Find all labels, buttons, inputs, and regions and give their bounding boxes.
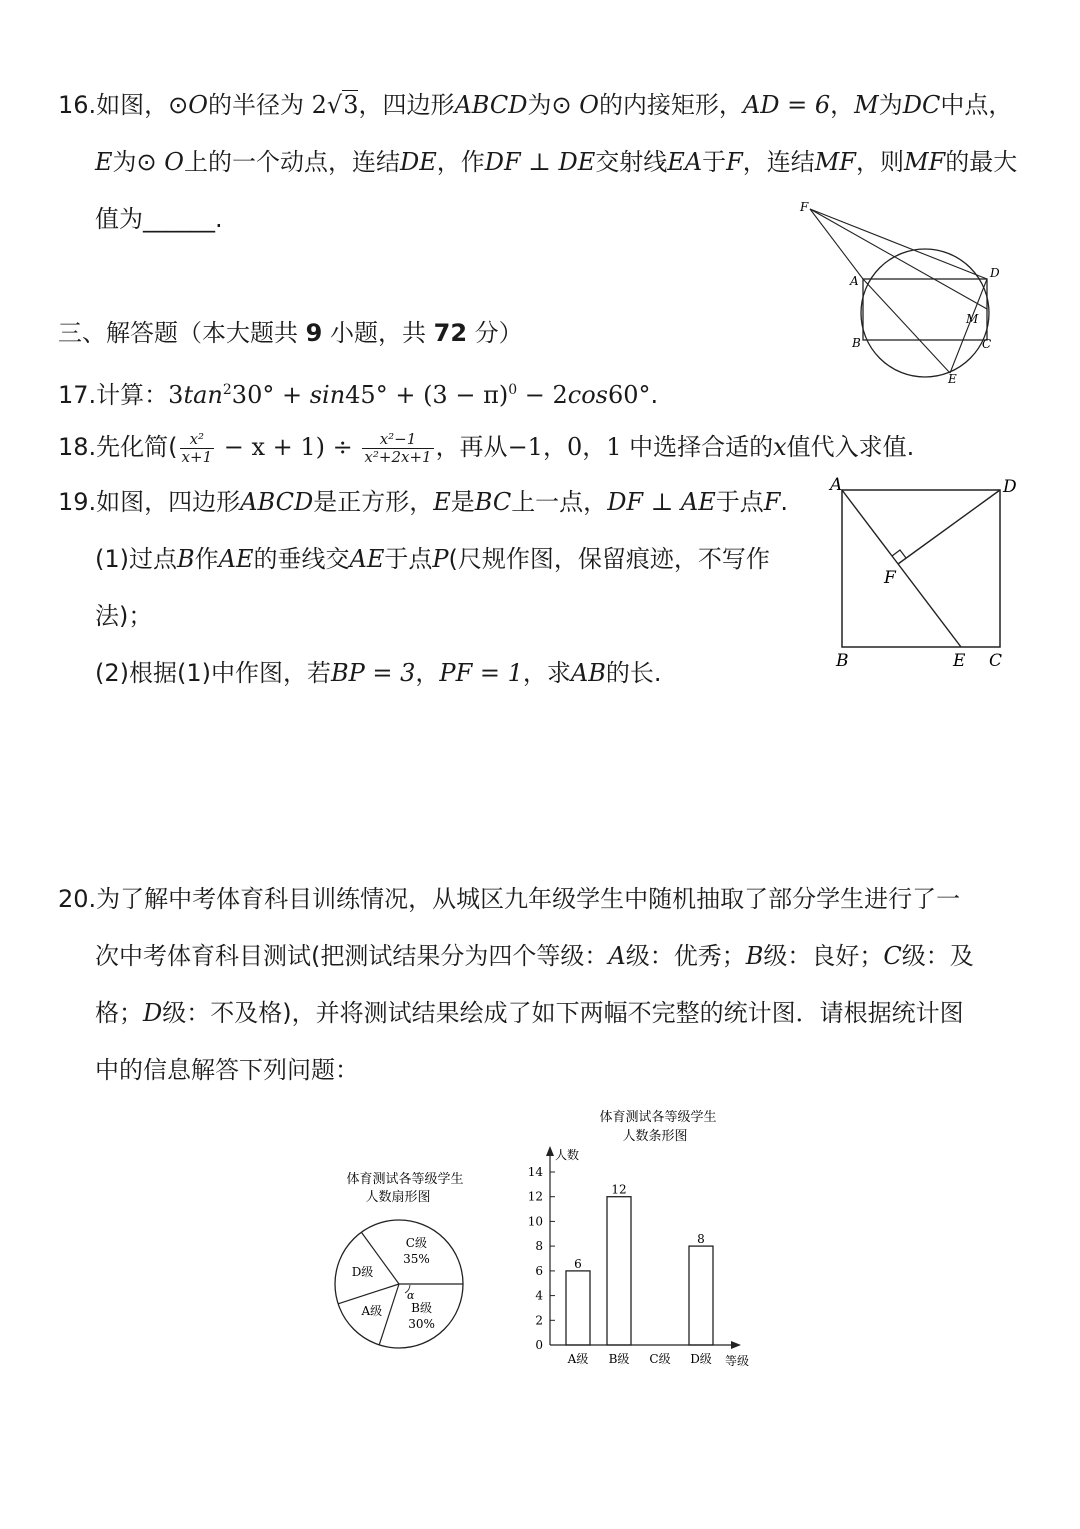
bar-a xyxy=(566,1271,590,1345)
y-tick-label-8: 8 xyxy=(535,1239,543,1254)
q20-number: 20. xyxy=(58,885,97,913)
bar-data-label-a: 6 xyxy=(574,1256,582,1271)
line-ae xyxy=(863,279,950,373)
x-axis-arrow xyxy=(731,1341,741,1349)
pie-slice-label-a: A级 xyxy=(361,1304,383,1319)
q19-figure xyxy=(825,470,1030,675)
fraction-1: $\frac{\text{x²}}{x+1}$ xyxy=(181,429,213,466)
label-e: E xyxy=(948,372,957,386)
circle-symbol: ⊙ xyxy=(168,91,189,119)
q19-line-2: (1)过点B作AE的垂线交AE于点P(尺规作图，保留痕迹，不写作 xyxy=(95,545,770,573)
pie-slice-label-b-percent: 30% xyxy=(408,1317,435,1332)
q20-line-4: 中的信息解答下列问题： xyxy=(95,1056,359,1084)
y-tick-label-4: 4 xyxy=(535,1288,543,1303)
label-f: F xyxy=(800,200,809,214)
ae-label-2: AE xyxy=(349,545,385,573)
pie-chart xyxy=(320,1165,480,1355)
label-a: A xyxy=(850,274,859,288)
q16-figure xyxy=(790,195,1010,390)
label-b: B xyxy=(836,651,849,671)
pie-title-line-1: 体育测试各等级学生 xyxy=(346,1172,464,1187)
pie-slice-label-b: B级 xyxy=(411,1301,433,1316)
x-category-label-c: C级 xyxy=(649,1352,671,1366)
right-angle-mark xyxy=(892,550,906,558)
y-tick-label-14: 14 xyxy=(527,1165,543,1179)
x-axis-label: 等级 xyxy=(725,1354,750,1368)
q19-line-1: 19.如图，四边形ABCD是正方形，E是BC上一点，DF ⊥ AE于点F. xyxy=(58,488,789,516)
label-a: A xyxy=(830,475,843,495)
label-d: D xyxy=(1003,477,1017,497)
q16-line-3: 值为______. xyxy=(95,205,223,233)
q19-line-3: 法)； xyxy=(95,602,153,630)
bar-title-line-2: 人数条形图 xyxy=(622,1129,688,1144)
x-category-label-d: D级 xyxy=(690,1352,712,1366)
q20-line-3: 格；D级：不及格)，并将测试结果绘成了如下两幅不完整的统计图．请根据统计图 xyxy=(95,999,964,1027)
q17-number: 17. xyxy=(58,381,97,409)
q18-number: 18. xyxy=(58,433,97,461)
o-label-3: O xyxy=(164,148,184,176)
label-d: D xyxy=(990,266,1000,280)
inscribed-rectangle xyxy=(863,279,987,340)
square-abcd xyxy=(842,490,1000,647)
y-axis-arrow xyxy=(546,1146,554,1156)
label-c: C xyxy=(989,651,1003,671)
line-df xyxy=(898,490,1000,564)
section-3-heading: 三、解答题（本大题共 9 小题，共 72 分） xyxy=(58,319,523,347)
q17-line: 17.计算：$3\tan^230^\circ + \sin 45^\circ + (3 - \pi)^0 - 2\cos 60^\circ$. xyxy=(58,381,659,409)
x-category-label-a: A级 xyxy=(567,1352,589,1366)
pie-slice-label-d: D级 xyxy=(351,1265,374,1280)
y-tick-label-0: 0 xyxy=(535,1338,543,1352)
o-label-2: O xyxy=(579,91,599,119)
label-e: E xyxy=(953,651,966,671)
x-category-label-b: B级 xyxy=(608,1352,630,1366)
label-b: B xyxy=(852,336,861,350)
q20-line-2: 次中考体育科目测试(把测试结果分为四个等级：A级：优秀；B级：良好；C级：及 xyxy=(95,942,974,970)
y-axis-label: 人数 xyxy=(555,1148,580,1162)
line-ae xyxy=(842,490,961,647)
circle-symbol-2: ⊙ xyxy=(551,91,572,119)
q19-number: 19. xyxy=(58,488,97,516)
pie-divider-2 xyxy=(338,1284,399,1304)
sqrt-symbol: √ xyxy=(326,91,343,119)
q20-line-1: 20.为了解中考体育科目训练情况，从城区九年级学生中随机抽取了部分学生进行了一 xyxy=(58,885,961,913)
line-de xyxy=(950,279,987,373)
label-f: F xyxy=(884,568,896,588)
pie-alpha-label: α xyxy=(407,1289,415,1302)
bar-title-line-1: 体育测试各等级学生 xyxy=(599,1110,717,1125)
q16-line-1: 16.如图，⊙O的半径为 2√3，四边形ABCD为⊙ O的内接矩形，AD = 6，M为DC中点， xyxy=(58,91,1013,119)
q16-number: 16. xyxy=(58,91,97,119)
y-tick-label-2: 2 xyxy=(535,1313,543,1328)
bar-data-label-b: 12 xyxy=(611,1182,627,1197)
mf-label-2: MF xyxy=(903,148,946,176)
pie-title-line-2: 人数扇形图 xyxy=(365,1190,431,1205)
pie-divider-1 xyxy=(379,1284,399,1345)
q19-line-4: (2)根据(1)中作图，若BP = 3，PF = 1，求AB的长. xyxy=(95,659,662,687)
bar-data-label-d: 8 xyxy=(697,1232,705,1247)
circle-symbol-3: ⊙ xyxy=(136,148,157,176)
pie-slice-label-c-percent: 35% xyxy=(403,1251,430,1266)
y-tick-label-12: 12 xyxy=(527,1189,543,1204)
pie-slice-label-c: C级 xyxy=(405,1235,427,1250)
q16-line-2: E为⊙ O上的一个动点，连结DE，作DF ⊥ DE交射线EA于F，连结MF，则MF的最大 xyxy=(95,148,1018,176)
bar-chart xyxy=(510,1100,770,1375)
bar-b xyxy=(607,1197,631,1345)
label-c: C xyxy=(982,337,992,351)
y-tick-label-10: 10 xyxy=(527,1214,543,1229)
label-m: M xyxy=(966,312,979,326)
q18-line: 18.先化简( $\frac{\text{x²}}{x+1}$ − x + 1) ÷ $\frac{\text{x²−1}}{\text{x²+2x+1}}$ ，再从−1，0，1 中选择合适的x值代入求值. xyxy=(58,429,915,466)
fraction-2: $\frac{\text{x²−1}}{\text{x²+2x+1}}$ xyxy=(364,429,432,466)
answer-blank: ______ xyxy=(143,205,215,233)
y-tick-label-6: 6 xyxy=(535,1263,543,1278)
bar-d xyxy=(689,1246,713,1345)
